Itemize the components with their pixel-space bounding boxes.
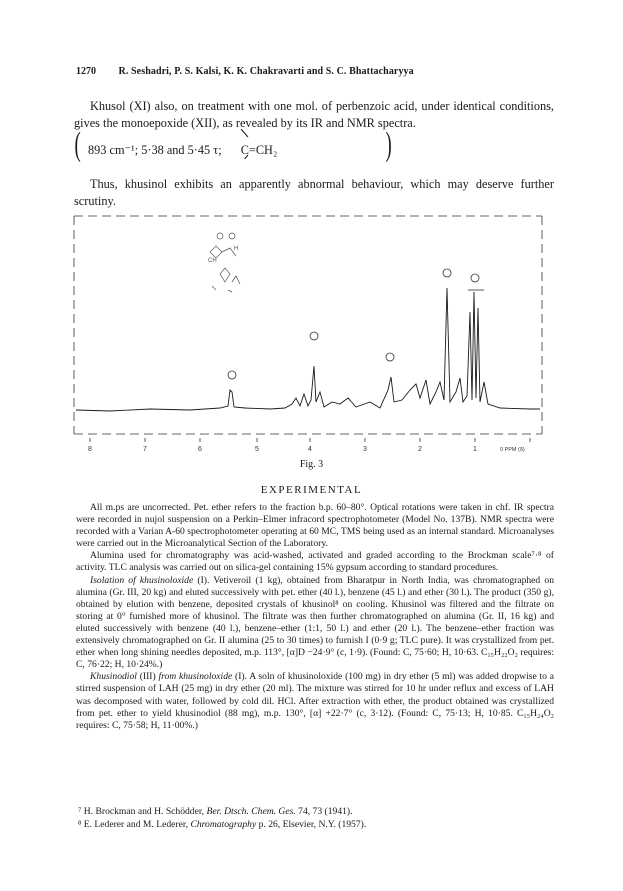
experimental-paragraph: All m.ps are uncorrected. Pet. ether refers to the fraction b.p. 60–80°. Optical rotations were taken in chf. IR spectra were recorded in nujol suspension on a Perkin–Elmer infracord spectrophotometer (Model No. 137B). NMR spectra were recorded with a Varian A-60 spectrophotometer operating at 60 MC, TMS being used as an internal standard. Microanalyses were carried out in the Microanalytical Section of the Laboratory. <box>76 502 554 550</box>
bond-lines-icon <box>239 129 259 159</box>
axis-tick-label: 6 <box>198 446 202 453</box>
reference-detail: p. 26, Elsevier, N.Y. (1957). <box>256 818 367 830</box>
intro-text <box>74 98 554 210</box>
reference-authors: H. Brockman and H. Schödder, <box>83 806 207 817</box>
intro-paragraph-1: Khusol (XI) also, on treatment with one mol. of perbenzoic acid, under identical conditions, gives the monoepoxide (XII), as revealed by its IR and NMR spectra. <box>74 99 554 130</box>
reference-journal: Chromatography <box>190 818 257 830</box>
paragraph-body: Vetiveroil (1 kg), obtained from Bharatpur in North India, was chromatographed on alumina (Gr. III, 20 kg) and eluted successively with pet. ether (40 l.), benzene (45 l.) and ether (30 l.). The product (350 g), obtained by elution with benzene, deposited crystals of khusinol⁸ on cooling. Khusinol was filtered and the filtrate on storing at 0° furnished more of khusinol. The filtrate was then further chromatographed on alumina (Gr. II, 16 kg) and eluted successively with benzene (40 l.), benzene–ether (1:1, 50 l.) and ether (20 l.). The benzene–ether fraction was extensively chromatographed on Gr. II alumina (25 to 30 times) to furnish I (0·9 g; TLC pure). It was crystallized from pet. ether when long shining needles deposited, m.p. 113°, [α]D −24·9° (c, 1·9). (Found: C, 75·60; H, 10·63. C₁₅H₂₂O₂ requires: C, 76·22; H, 10·24%.) <box>76 574 554 671</box>
axis-tick-label: 4 <box>308 446 312 453</box>
svg-text:CH: CH <box>208 258 217 264</box>
experimental-paragraph <box>76 575 554 672</box>
reference-detail: 74, 73 (1941). <box>295 806 353 817</box>
ppm-axis-labels <box>88 446 525 453</box>
ppm-axis <box>90 438 530 442</box>
intro-paragraph-2: Thus, khusinol exhibits an apparently abnormal behaviour, which may deserve further scrutiny. <box>74 177 554 208</box>
reference-number: ⁸ <box>78 818 82 830</box>
experimental-paragraph <box>76 671 554 731</box>
nmr-spectrum-figure <box>70 212 545 457</box>
left-parenthesis: ( <box>74 126 81 163</box>
experimental-paragraph: Alumina used for chromatography was acid-washed, activated and graded according to the Brockman scale⁷·⁸ of activity. TLC analysis was carried out on silica-gel containing 15% gypsum according to standard procedures. <box>76 550 554 574</box>
reference-item <box>76 806 554 819</box>
spectral-data-line <box>74 126 554 170</box>
reference-authors: E. Lederer and M. Lederer, <box>83 818 191 830</box>
reference-number: ⁷ <box>78 806 82 817</box>
ir-nmr-values <box>88 142 277 159</box>
section-heading: EXPERIMENTAL <box>260 484 363 496</box>
experimental-text <box>76 502 554 732</box>
reference-item <box>76 819 554 832</box>
paragraph-body: (I). A soln of khusinoloxide (100 mg) in dry ether (5 ml) was added dropwise to a stirred suspension of LAH (25 mg) in dry ether (20 ml). The mixture was stirred for 10 hr under reflux and excess of LAH was decomposed with water, followed by cold dil. HCl. After extraction with ether, the product obtained was crystallized from pet. ether to yield khusinodiol (88 mg), m.p. 130°, [α] +22·7° (c, 3·12). (Found: C, 75·13; H, 10·85. C₁₅H₂₄O₂ requires: C, 75·58; H, 11·00%.) <box>76 671 554 731</box>
reference-journal: Ber. Dtsch. Chem. Ges. <box>206 806 296 817</box>
axis-tick-label: 7 <box>143 446 147 453</box>
subsection-title-2: from khusinoloxide <box>158 671 233 683</box>
peak-marker-circle <box>228 371 236 379</box>
axis-tick-label: 1 <box>473 446 477 453</box>
axis-tick-label: 2 <box>418 446 422 453</box>
subsection-title: Khusinodiol <box>90 671 137 683</box>
subsection-title: Isolation of khusinoloxide <box>90 574 194 586</box>
exo-methylene-group <box>241 142 278 159</box>
axis-tick-label: 0 PPM (δ) <box>500 447 525 453</box>
peak-marker-circle <box>471 274 479 282</box>
svg-text:H: H <box>234 246 239 252</box>
peak-marker-circle <box>386 353 394 361</box>
peak-marker-circle <box>310 332 318 340</box>
axis-tick-label: 8 <box>88 446 92 453</box>
peak-marker-circle <box>443 269 451 277</box>
running-authors: R. Seshadri, P. S. Kalsi, K. K. Chakravarti and S. C. Bhattacharyya <box>118 66 414 77</box>
subsection-title-mid: (III) <box>136 671 159 683</box>
subsection-title-tail: (I). <box>193 574 210 586</box>
spectrum-trace <box>76 288 540 411</box>
page-number: 1270 <box>76 66 96 77</box>
right-parenthesis: ) <box>385 126 392 163</box>
figure-caption: Fig. 3 <box>299 459 324 470</box>
axis-tick-label: 3 <box>363 446 367 453</box>
running-header <box>76 66 556 77</box>
structure-sketch <box>208 233 240 292</box>
references <box>76 806 554 831</box>
ir-nmr-numbers: 893 cm⁻¹; 5·38 and 5·45 τ; <box>88 143 222 157</box>
axis-tick-label: 5 <box>255 446 259 453</box>
group-formula: C=CH₂ <box>240 143 278 157</box>
